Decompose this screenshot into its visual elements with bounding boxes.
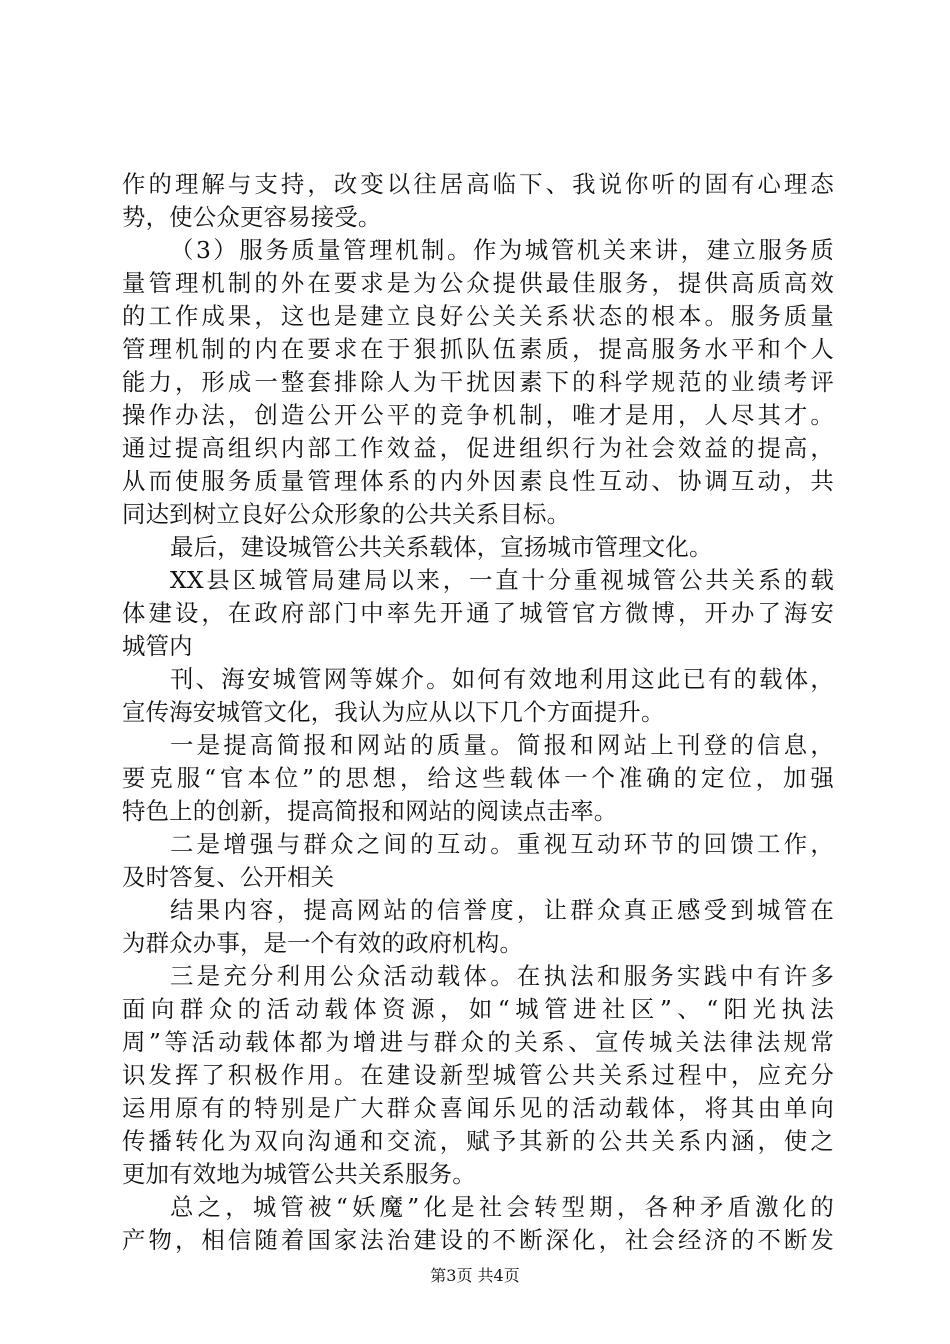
text-line: 三是充分利用公众活动载体。在执法和服务实践中有许多 [170, 962, 834, 990]
page-footer: 第3页 共4页 [430, 1266, 520, 1285]
text-line: 通过提高组织内部工作效益，促进组织行为社会效益的提高， [122, 434, 834, 462]
body-text [122, 168, 834, 1257]
text-line: 二是增强与群众之间的互动。重视互动环节的回馈工作， [170, 830, 834, 858]
text-line: 从而使服务质量管理体系的内外因素良性互动、协调互动，共 [122, 467, 834, 495]
text-line: 及时答复、公开相关 [122, 863, 335, 891]
text-line: 的工作成果，这也是建立良好公关关系状态的根本。服务质量 [122, 302, 834, 330]
text-line: 宣传海安城管文化，我认为应从以下几个方面提升。 [122, 698, 665, 726]
text-line: 为群众办事，是一个有效的政府机构。 [122, 929, 524, 957]
text-line: 刊、海安城管网等媒介。如何有效地利用这此已有的载体， [170, 665, 834, 693]
text-line: 体建设，在政府部门中率先开通了城管官方微博，开办了海安 [122, 599, 834, 627]
text-line: 要克服“官本位”的思想，给这些载体一个准确的定位，加强 [122, 764, 834, 792]
text-line: 同达到树立良好公众形象的公共关系目标。 [122, 500, 571, 528]
text-line: 管理机制的内在要求在于狠抓队伍素质，提高服务水平和个人 [122, 335, 834, 363]
text-line: 面向群众的活动载体资源，如“城管进社区”、“阳光执法 [122, 995, 834, 1023]
text-line: 运用原有的特别是广大群众喜闻乐见的活动载体，将其由单向 [122, 1094, 834, 1122]
text-line: 更加有效地为城管公共关系服务。 [122, 1160, 476, 1188]
text-line: 产物，相信随着国家法治建设的不断深化，社会经济的不断发 [122, 1226, 834, 1254]
text-line: 传播转化为双向沟通和交流，赋予其新的公共关系内涵，使之 [122, 1127, 834, 1155]
text-line: 能力，形成一整套排除人为干扰因素下的科学规范的业绩考评 [122, 368, 834, 396]
text-line: （3）服务质量管理机制。作为城管机关来讲，建立服务质 [170, 236, 834, 264]
text-line: 作的理解与支持，改变以往居高临下、我说你听的固有心理态 [122, 170, 834, 198]
text-line: XX县区城管局建局以来，一直十分重视城管公共关系的载 [170, 566, 834, 594]
text-line: 周”等活动载体都为增进与群众的关系、宣传城关法律法规常 [122, 1028, 834, 1056]
text-line: 量管理机制的外在要求是为公众提供最佳服务，提供高质高效 [122, 269, 834, 297]
text-line: 总之，城管被“妖魔”化是社会转型期，各种矛盾激化的 [170, 1193, 834, 1221]
text-line: 识发挥了积极作用。在建设新型城管公共关系过程中，应充分 [122, 1061, 834, 1089]
text-line: 城管内 [122, 632, 193, 660]
text-line: 最后，建设城管公共关系载体，宣扬城市管理文化。 [170, 533, 713, 561]
text-line: 结果内容，提高网站的信誉度，让群众真正感受到城管在 [170, 896, 834, 924]
text-line: 特色上的创新，提高简报和网站的阅读点击率。 [122, 797, 618, 825]
text-line: 一是提高简报和网站的质量。简报和网站上刊登的信息， [170, 731, 834, 759]
text-line: 势，使公众更容易接受。 [122, 203, 382, 231]
text-line: 操作办法，创造公开公平的竞争机制，唯才是用，人尽其才。 [122, 401, 834, 429]
